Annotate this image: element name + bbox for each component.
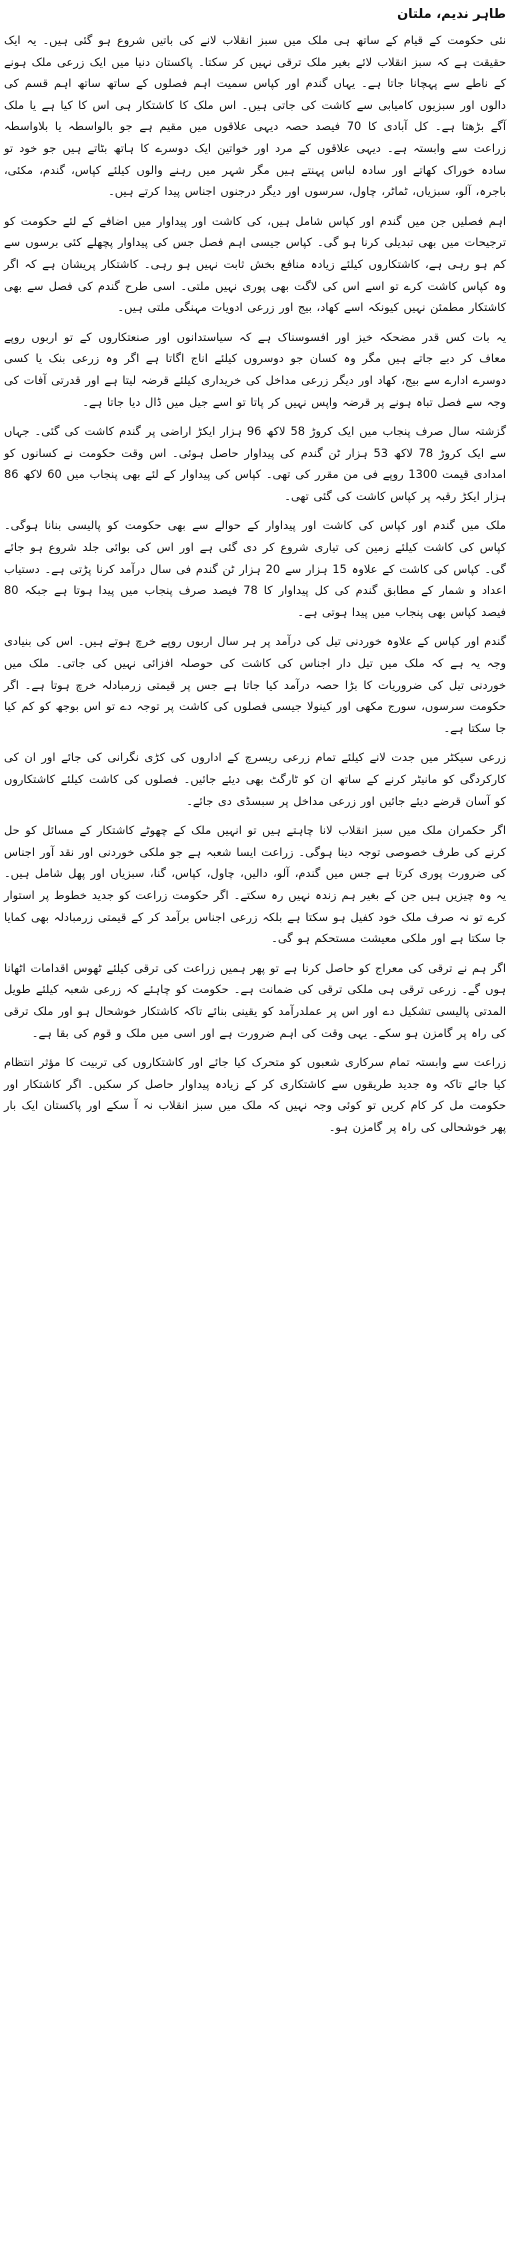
article-paragraph: گندم اور کپاس کے علاوہ خوردنی تیل کی درآمد پر ہر سال اربوں روپے خرچ ہوتے ہیں۔ اس کی بنیادی وجہ یہ ہے کہ ملک میں تیل دار اجناس کی کاشت کی حوصلہ افزائی نہیں کی جاتی۔ ملک میں خوردنی تیل کی ضروریات کا بڑا حصہ درآمد کیا جاتا ہے جس پر قیمتی زرمبادلہ خرچ ہوتا ہے۔ اگر حکومت سرسوں، سورج مکھی اور کینولا جیسی فصلوں کی کاشت پر توجہ دے تو اس بوجھ کو کم کیا جا سکتا ہے۔ xyxy=(4,634,506,735)
article-byline: طاہر ندیم، ملتان xyxy=(397,7,506,22)
article-paragraph: گزشتہ سال صرف پنجاب میں ایک کروڑ 58 لاکھ 96 ہزار ایکڑ اراضی پر گندم کاشت کی گئی۔ جہاں سے ایک کروڑ 78 لاکھ 53 ہزار ٹن گندم کی پیداوار حاصل ہوئی۔ اس وقت حکومت نے کسانوں کو امدادی قیمت 1300 روپے فی من مقرر کی تھی۔ کپاس کی پیداوار کے لئے بھی پنجاب میں 60 لاکھ 86 ہزار ایکڑ رقبہ پر کپاس کاشت کی گئی تھی۔ xyxy=(4,424,507,503)
article-paragraph: اگر ہم نے ترقی کی معراج کو حاصل کرنا ہے تو پھر ہمیں زراعت کی ترقی کیلئے ٹھوس اقدامات اٹھانا ہوں گے۔ زرعی ترقی ہی ملکی ترقی کی ضمانت ہے۔ حکومت کو چاہئے کہ زرعی شعبہ کیلئے طویل المدتی پالیسی تشکیل دے اور اس پر عملدرآمد کو یقینی بنائے تاکہ کاشتکار خوشحال ہو اور ملک ترقی کی راہ پر گامزن ہو سکے۔ یہی وقت کی اہم ضرورت ہے اور اسی میں ملک و قوم کی بقا ہے۔ xyxy=(4,960,506,1040)
article-paragraph: زراعت سے وابستہ تمام سرکاری شعبوں کو متحرک کیا جائے اور کاشتکاروں کی تربیت کا مؤثر انتظام کیا جائے تاکہ وہ جدید طریقوں سے کاشتکاری کر کے زیادہ پیداوار حاصل کر سکیں۔ اگر کاشتکار اور حکومت مل کر کام کریں تو کوئی وجہ نہیں کہ ملک میں سبز انقلاب نہ آ سکے اور پاکستان ایک بار پھر خوشحالی کی راہ پر گامزن ہو۔ xyxy=(4,1055,506,1134)
article-paragraph: نئی حکومت کے قیام کے ساتھ ہی ملک میں سبز انقلاب لانے کی باتیں شروع ہو گئی ہیں۔ یہ ایک حقیقت ہے کہ سبز انقلاب لائے بغیر ملک ترقی نہیں کر سکتا۔ پاکستان دنیا میں ایک زرعی ملک ہونے کے ناطے سے پہچانا جاتا ہے۔ یہاں گندم اور کپاس سمیت اہم فصلوں کے ساتھ ساتھ اہم قسم کی دالوں اور سبزیوں کامیابی سے کاشت کی جاتی ہیں۔ اس ملک کا کاشتکار ہی اس کا کیا ہے یا ملک آگے بڑھتا ہے۔ کل آبادی کا 70 فیصد حصہ دیہی علاقوں میں مقیم ہے جو بالواسطہ یا بلاواسطہ زراعت سے وابستہ ہے۔ دیہی علاقوں کے مرد اور خواتین ایک دوسرے کا ہاتھ بٹاتے ہیں جو خود تو سادہ خوراک کھاتے اور سادہ لباس پہنتے ہیں مگر شہر میں رہنے والوں کیلئے کپاس، گندم، مکئی، باجرہ، آلو، سبزیاں، ٹماٹر، چاول، سرسوں اور دیگر درجنوں اجناس پیدا کرتے ہیں۔ xyxy=(4,33,506,199)
article-paragraph: اگر حکمران ملک میں سبز انقلاب لانا چاہتے ہیں تو انہیں ملک کے چھوٹے کاشتکار کے مسائل کو حل کرنے کی طرف خصوصی توجہ دینا ہوگی۔ زراعت ایسا شعبہ ہے جو ملکی خوردنی اور نقد آور اجناس کی ضرورت پوری کرتا ہے جس میں گندم، آلو، دالیں، چاول، کپاس، گنا، سبزیاں اور پھل شامل ہیں۔ یہ وہ چیزیں ہیں جن کے بغیر ہم زندہ نہیں رہ سکتے۔ اگر حکومت زراعت کو جدید خطوط پر استوار کرے تو نہ صرف ملک خود کفیل ہو سکتا ہے بلکہ زرعی اجناس برآمد کر کے قیمتی زرمبادلہ بھی کمایا جا سکتا ہے اور ملکی معیشت مستحکم ہو گی۔ xyxy=(4,823,506,946)
article-paragraph: یہ بات کس قدر مضحکہ خیز اور افسوسناک ہے کہ سیاستدانوں اور صنعتکاروں کے تو اربوں روپے معاف کر دیے جاتے ہیں مگر وہ کسان جو دوسروں کیلئے اناج اگاتا ہے اگر وہ زرعی بنک یا کسی دوسرے ادارے سے بیج، کھاد اور دیگر زرعی مداخل کی خریداری کیلئے قرضہ لیتا ہے اور قدرتی آفات کی وجہ سے فصل تباہ ہونے پر قرضہ واپس نہیں کر پاتا تو اسے جیل میں ڈال دیا جاتا ہے۔ xyxy=(4,329,506,409)
article-paragraph: ملک میں گندم اور کپاس کی کاشت اور پیداوار کے حوالے سے بھی حکومت کو پالیسی بنانا ہوگی۔ کپاس کی کاشت کیلئے زمین کی تیاری شروع کر دی گئی ہے اور اس کی بوائی جلد شروع ہو جائے گی۔ کپاس کی کاشت کے علاوہ 15 ہزار سے 20 ہزار ٹن گندم فی سال درآمد کرنا پڑتی ہے۔ دستیاب اعداد و شمار کے مطابق گندم کی کل پیداوار کا 78 فیصد صرف پنجاب میں پیدا ہوتا ہے جبکہ 80 فیصد کپاس بھی پنجاب میں پیدا ہوتی ہے۔ xyxy=(4,518,506,619)
article-paragraph: زرعی سیکٹر میں جدت لانے کیلئے تمام زرعی ریسرچ کے اداروں کی کڑی نگرانی کی جائے اور ان کی کارکردگی کو مانیٹر کرنے کے ساتھ ان کو ٹارگٹ بھی دیئے جائیں۔ فصلوں کی کاشت کیلئے کاشتکاروں کو آسان قرضے دیئے جائیں اور زرعی مداخل پر سبسڈی دی جائے۔ xyxy=(4,750,506,808)
article-paragraph: اہم فصلیں جن میں گندم اور کپاس شامل ہیں، کی کاشت اور پیداوار میں اضافے کے لئے حکومت کو ترجیحات میں بھی تبدیلی کرنا ہو گی۔ کپاس جیسی اہم فصل جس کی پیداوار پچھلے کئی برسوں سے کم ہو رہی ہے، کاشتکاروں کیلئے زیادہ منافع بخش ثابت نہیں ہو رہی۔ کاشتکار پریشان ہے کہ اگر وہ کپاس کاشت کرے تو اسے اس کی لاگت بھی پوری نہیں ملتی۔ اسی طرح گندم کی فصل سے بھی کاشتکار مطمئن نہیں کیونکہ اسے کھاد، بیج اور زرعی ادویات مہنگی ملتی ہیں۔ xyxy=(4,213,506,315)
